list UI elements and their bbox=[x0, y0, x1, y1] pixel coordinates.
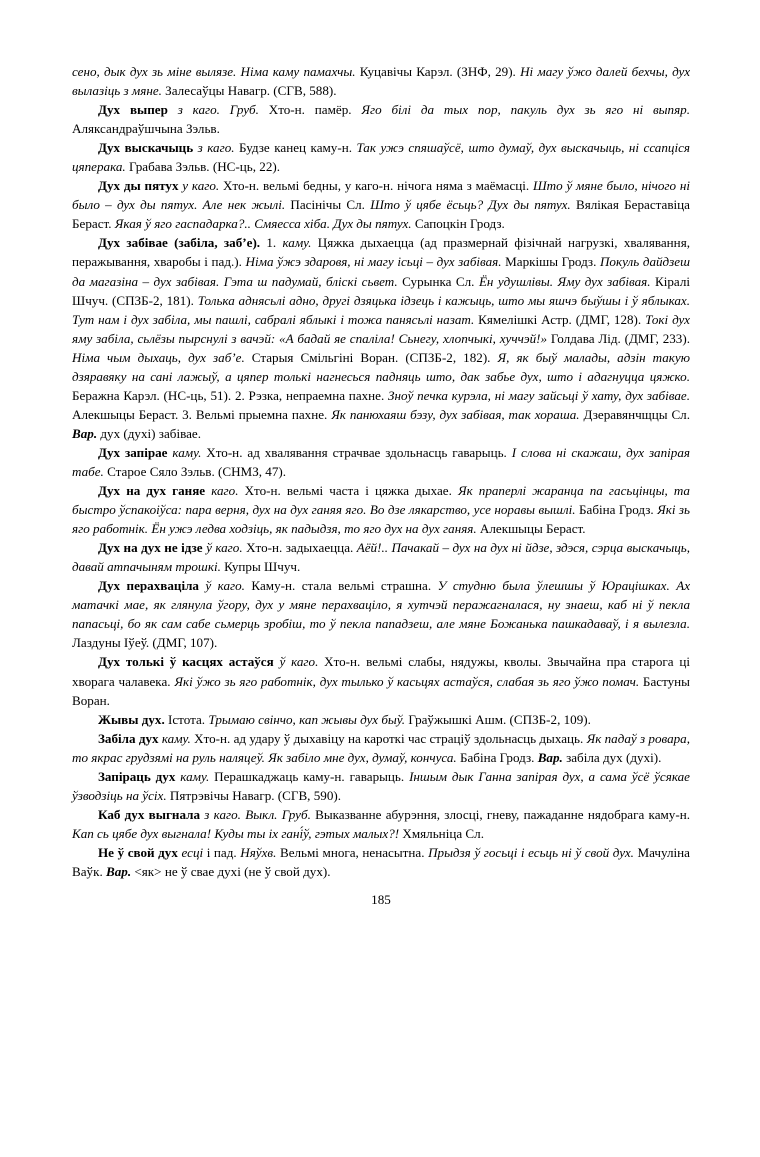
entry-headword: Дух перахваціла bbox=[98, 578, 199, 594]
entry-text-run: Лаздуны Іўеў. (ДМГ, 107). bbox=[72, 635, 218, 651]
entry-text-run: каму. bbox=[175, 768, 210, 784]
entry-text-run: і пад. bbox=[203, 844, 241, 860]
entry-text-run: Бастуны Воран. bbox=[72, 673, 690, 708]
entry-headword: Дух ды пятух bbox=[98, 178, 179, 194]
entry-text-run: Кап сь цябе дух выгнала! Куды ты іх гані́ў, гэтых малых?! bbox=[72, 825, 400, 841]
entry-text-run: Аляксандраўшчына Зэльв. bbox=[72, 121, 220, 137]
entry-text-run: Залесаўцы Навагр. (СГВ, 588). bbox=[161, 83, 337, 99]
entry-text-run: Іншым дык Ганна запірая дух, а сама ўсё ўсякае ўзводзіць на ўсіх. bbox=[72, 768, 690, 803]
dictionary-entry bbox=[72, 100, 690, 138]
dictionary-entry bbox=[72, 481, 690, 538]
entry-text-run: Ён удушлівы. Яму дух забівая. bbox=[478, 273, 651, 289]
entry-text-run: Старыя Смільгіні Воран. (СПЗБ-2, 182). bbox=[244, 349, 498, 365]
entry-headword: Дух запірае bbox=[98, 444, 168, 460]
entry-text-run: Вельмі многа, ненасытна. bbox=[276, 844, 429, 860]
entry-text-run: Сурынка Сл. bbox=[397, 273, 479, 289]
entry-headword: Дух выпер bbox=[98, 102, 168, 118]
entry-text-run: Маркішы Гродз. bbox=[501, 254, 600, 270]
dictionary-entry bbox=[72, 710, 690, 729]
dictionary-entry bbox=[72, 176, 690, 233]
entry-text-run: Пасінічы Сл. bbox=[285, 197, 371, 213]
entry-headword: Дух на дух не ідзе bbox=[98, 540, 203, 556]
entry-text-run: Граўжышкі Ашм. (СПЗБ-2, 109). bbox=[405, 711, 591, 727]
entry-headword: Дух на дух ганяе bbox=[98, 483, 206, 499]
entry-headword: Не ў свой дух bbox=[98, 844, 178, 860]
entry-text-run: Прыдзя ў госьці і есьць ні ў свой дух. bbox=[428, 844, 634, 860]
dictionary-entry bbox=[72, 538, 690, 576]
entry-text-run: з каго. Выкл. Груб. bbox=[200, 806, 311, 822]
entry-text-run: У студню была ўлешшы ў Юрацішках. Ах матачкі мае, як глянула ўгору, дух у мяне перахваціло, я хутчэй пepaжагналася, ну знаеш, каб ні ў пекла папасьці, бо як сам сабе сьмерць зробіш, то ў пекла пападзеш, але мяне Божанька пашкадаваў, і я вылезла. bbox=[72, 578, 691, 632]
entry-headword: Жывы дух. bbox=[98, 711, 165, 727]
entry-text-run: Бабіна Гродз. bbox=[456, 749, 538, 765]
entry-text-run: Так ужэ спяшаўсё, што думаў, дух выскачыць, ні ссапціся цяперака. bbox=[72, 140, 690, 175]
entry-text-run: ў каго. bbox=[202, 540, 243, 556]
entry-text-run: Будзе канец каму-н. bbox=[234, 140, 357, 156]
dictionary-entry bbox=[72, 805, 690, 843]
entry-text-run: <як> не ў свае духі (не ў свой дух). bbox=[131, 863, 331, 879]
entry-text-run: Купры Шчуч. bbox=[220, 559, 301, 575]
entry-text-run: Як панюхаяш бэзу, дух забівая, так хораша. bbox=[331, 406, 580, 422]
entry-text-run: Цяжка дыхаецца (ад празмернай фізічнай нагрузкі, хвалявання, пеpaжывання, хваробы і пад.). bbox=[72, 235, 690, 270]
entry-text-run: Старое Сяло Зэльв. (СНМЗ, 47). bbox=[103, 463, 287, 479]
entry-text-run: Зноў печка курэла, ні магу зайсьці ў хату, дух забівае. bbox=[388, 387, 690, 403]
entry-text-run: Хто-н. вельмі часта і цяжка дыхае. bbox=[238, 483, 458, 499]
dictionary-entry bbox=[72, 233, 690, 443]
entry-text-run: Вар. bbox=[72, 425, 98, 441]
dictionary-entry bbox=[72, 843, 690, 881]
carryover-paragraph bbox=[72, 62, 690, 100]
dictionary-entry bbox=[72, 767, 690, 805]
entry-text-run: Хмяльніца Сл. bbox=[399, 825, 484, 841]
entry-headword: Дух забівае (забіла, заб’е). bbox=[98, 235, 261, 251]
page-number: 185 bbox=[371, 892, 391, 908]
entry-text-run: Бeражна Карэл. (НС-ць, 51). 2. Рэзка, непраемна пахне. bbox=[72, 387, 389, 403]
entry-text-run: каму. bbox=[167, 444, 202, 460]
entry-text-run: Як падаў з ровара, то якрас грудзямі на руль наляцеў. Як забіло мне дух, думаў, кончуса. bbox=[72, 730, 690, 765]
entry-headword: Забіла дух bbox=[98, 730, 159, 746]
entry-text-run: Хто-н. задыхаецца. bbox=[242, 540, 357, 556]
entry-text-run: Алекшыцы Бераст. 3. Вельмі прыемна пахне. bbox=[72, 406, 332, 422]
entry-text-run: Толька аднясьлі адно, другі дзяцька ідзець і кажыць, што мы яшчэ быўшы і ў яблыках. Тут нам і дух забіла, мы пашлі, сабралі яблыкі і тожа панясьлі назат. bbox=[72, 292, 690, 327]
entry-text-run: Выказванне абурэння, злосці, гневу, пажаданне нядобрага каму-н. bbox=[310, 806, 690, 822]
entry-text-run: Які зь яго работнік. Ён ужэ ледва ходзіць, як падыдзя, то яго дух на дух ганяя. bbox=[72, 502, 690, 537]
entry-text-run: Які ўжо зь яго работнік, дух тылько ў касьцях астаўся, слабая зь яго ўжо помач. bbox=[174, 673, 640, 689]
entry-text-run: Німа чым дыхаць, дух заб’е. bbox=[72, 349, 245, 365]
entry-text-run: ў каго. bbox=[198, 578, 245, 594]
entry-text-run: Алекшыцы Бераст. bbox=[476, 521, 586, 537]
entry-text-run: Што ў цябе ёсьць? Дух ды пятух. bbox=[370, 197, 571, 213]
entry-text-run: забіла дух (духі). bbox=[562, 749, 662, 765]
dictionary-entry bbox=[72, 138, 690, 176]
entry-text-run: Як праперлі жаранца па гасьцінцы, та быстро ўспакоіўса: пара верня, дух на дух ганяя яго. Во дзе лякарство, усе норавы вышлі. bbox=[72, 483, 690, 518]
page-body bbox=[72, 62, 690, 909]
entry-headword: Дух толькі ў касцях астаўся bbox=[98, 654, 274, 670]
entry-text-run: Сапоцкін Гродз. bbox=[411, 216, 505, 232]
entry-text-run: Хто-н. ад хвалявання страчвае здольнасць гаварыць. bbox=[201, 444, 512, 460]
entry-text-run: сено, дык дух зь міне вылязе. Німа каму памахчы. bbox=[72, 64, 356, 79]
dictionary-entry bbox=[72, 652, 690, 709]
entry-text-run: ў каго. bbox=[273, 654, 319, 670]
entry-text-run: Няўхв. bbox=[240, 844, 277, 860]
entry-text-run: Яго білі да тых пор, пакуль дух зь яго ні выпяр. bbox=[361, 102, 690, 118]
entry-text-run: Мачуліна Ваўк. bbox=[72, 844, 690, 879]
entry-text-run: Перашкаджаць каму-н. гаварыць. bbox=[209, 768, 410, 784]
entry-text-run: Бабіна Гродз. bbox=[575, 502, 658, 518]
entry-text-run: з каго. bbox=[193, 140, 235, 156]
entry-text-run: Каму-н. стала вельмі страшна. bbox=[244, 578, 438, 594]
entry-text-run: Голдава Лід. (ДМГ, 233). bbox=[547, 330, 690, 346]
entry-list bbox=[72, 62, 690, 881]
entry-text-run: Вар. bbox=[537, 749, 563, 765]
entry-text-run: есці bbox=[177, 844, 204, 860]
entry-text-run: Аёй!.. Пачакай – дух на дух ні йдзе, здэся, сэрца выскачыць, давай атпачыням трошкі. bbox=[72, 540, 690, 575]
entry-text-run: каму. bbox=[158, 730, 191, 746]
entry-text-run: Покуль дайдзеш да магазіна – дух забівая. Гэта ш падумай, бліскі сьвет. bbox=[72, 254, 690, 289]
entry-text-run: І слова ні скажаш, дух запірая табе. bbox=[72, 444, 690, 479]
entry-text-run: дух (духі) забівае. bbox=[97, 425, 201, 441]
entry-headword: Каб дух выгнала bbox=[98, 806, 201, 822]
dictionary-entry bbox=[72, 729, 690, 767]
entry-text-run: Трымаю свінчо, кап жывы дух быў. bbox=[208, 711, 406, 727]
entry-text-run: Істота. bbox=[164, 711, 209, 727]
entry-text-run: Німа ўжэ здаровя, ні магу ісьці – дух забівая. bbox=[245, 254, 502, 270]
entry-text-run: Кямелішкі Астр. (ДМГ, 128). bbox=[474, 311, 646, 327]
entry-text-run: 1. bbox=[260, 235, 283, 251]
entry-text-run: Я, як быў малады, адзін такую дзяравяку на сані лажыў, а цяпер толькі нагнесься падняць што, дак забье дух, што і адагнуцца цяжко. bbox=[72, 349, 690, 384]
entry-text-run: Кіралі Шчуч. (СПЗБ-2, 181). bbox=[72, 273, 690, 308]
entry-text-run: Вялікая Бераставіца Бераст. bbox=[72, 197, 690, 232]
entry-text-run: Якая ў яго гаспадарка?.. Смяесса хіба. Дух ды пятух. bbox=[114, 216, 412, 232]
entry-text-run: Пятрэвічы Навагр. (СГВ, 590). bbox=[166, 787, 341, 803]
entry-text-run: Хто-н. вельмі бедны, у каго-н. нічога няма з маёмасці. bbox=[219, 178, 533, 194]
entry-text-run: Токі дух яму забіла, сьлёзы пырснулі з вачэй: «А бадай яе спаліла! Сьнегу, хлопчыкі, хуччэй!» bbox=[72, 311, 690, 346]
entry-text-run: Хто-н. вельмі слабы, нядужы, кволы. Звычайна пра старога ці хворага чалавека. bbox=[72, 654, 690, 689]
entry-text-run: Вар. bbox=[106, 863, 132, 879]
entry-text-run: Што ў мяне было, нічого ні было – дух ды пятух. Але нек жылі. bbox=[72, 178, 690, 213]
entry-headword: Дух выскачыць bbox=[98, 140, 194, 156]
dictionary-entry bbox=[72, 443, 690, 481]
dictionary-entry bbox=[72, 576, 690, 652]
entry-text-run: каму. bbox=[282, 235, 312, 251]
entry-text-run: Грабава Зэльв. (НС-ць, 22). bbox=[125, 159, 281, 175]
entry-text-run: Хто-н. памёр. bbox=[258, 102, 362, 118]
entry-text-run: у каго. bbox=[178, 178, 220, 194]
entry-text-run: каго. bbox=[205, 483, 239, 499]
entry-text-run: Хто-н. ад удару ў дыхавіцу на кароткі час страціў здольнасць дыхаць. bbox=[190, 730, 587, 746]
entry-text-run: Ні магу ўжо далей бехчы, дух вылазіць з мяне. bbox=[72, 64, 691, 99]
entry-text-run: Дзеравянчщцы Сл. bbox=[579, 406, 690, 422]
entry-text-run: з каго. Груб. bbox=[167, 102, 259, 118]
entry-text-run: Куцавічы Карэл. (ЗНФ, 29). bbox=[355, 64, 521, 79]
entry-headword: Запіраць дух bbox=[98, 768, 176, 784]
